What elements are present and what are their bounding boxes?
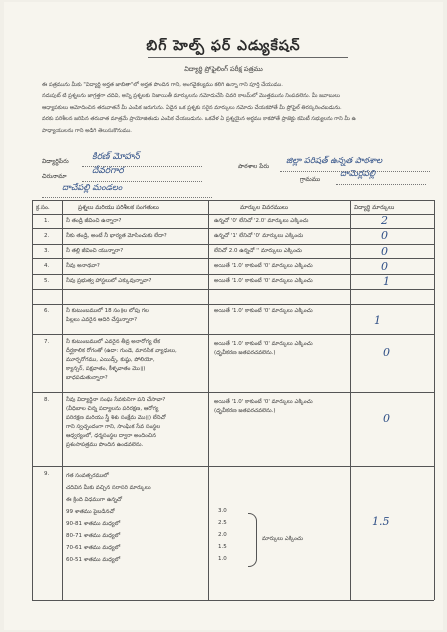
- instruction-line: ఆధ్యాపకులు ఆమోదించిన తరువాతనే మీ ఎంపిక జరుగును. ఏదైన ఒక ప్రశ్నకు సరైన మార్కులు నమోదు చేయకపోతే మీ ప్రోఫైల్ తిరస్కరించబడును.: [42, 104, 342, 111]
- row-question: నీవు అనాథవా?: [66, 263, 100, 269]
- row-criteria: మార్కులు ఎక్కించు: [262, 536, 303, 542]
- row-question: గత సంవత్సరములో చదివిన మీకు వచ్చిన సరాసరి మార్కులు ఈ క్రింది విధముగా ఉన్నచో 99 శాతము పైబడినచో 90-81 శాతము మధ్యలో 80-71 శాతము మధ్యలో 70-61 శాతము మధ్యలో 60-51 శాతము మధ్యలో: [66, 473, 151, 563]
- row-question: నీ కుటుంబములో 18 సం॥ల లోపు గల పిల్లలు ఎవరైన ఆదిరి చేస్తున్నారా?: [66, 308, 149, 323]
- school-name-label: పాఠశాల పేరు: [238, 163, 270, 170]
- row-score: 0: [383, 412, 390, 425]
- row-score: 1: [374, 314, 381, 327]
- row-score: 1: [383, 275, 390, 288]
- row-score: 0: [381, 245, 388, 258]
- row-question: నీ తండ్రి జీవించి ఉన్నారా?: [66, 218, 122, 224]
- instruction-line: నదుపుట్ టి ప్రశ్నలను జాగ్రత్తగా చదివి, అన్ని ప్రశ్నలకు నిజాయితీ మార్కులను నమోదుచేసి చివరి కాలమ్‌లో మొత్తమును నింపవలెను. మీ జవాబులు: [42, 93, 340, 100]
- row-number: 5.: [44, 278, 50, 284]
- title-underline: [148, 57, 348, 58]
- instruction-line: ఈ పత్రమును మీకు "విద్యార్థి అర్హత జాబితా"లో అర్హత పొందిన గాని, అంగవైకల్యము కలిగి ఉన్నా గాని పూర్తి చేయుము.: [42, 82, 283, 88]
- row-score: 2: [381, 214, 388, 227]
- student-name-value: కిరణ్ మోహన్: [92, 152, 140, 162]
- village-label: గ్రామము: [300, 176, 321, 183]
- address-line: [82, 181, 202, 182]
- row-criteria: ఉన్నచో '1' లేనిచో '0' మార్కులు ఎక్కించు: [214, 233, 304, 239]
- row-criteria: లేనిచో 2.0 ఉన్నచో '' మార్కులు ఎక్కించు: [214, 248, 302, 254]
- village-value: దామెర్లపల్లి: [340, 169, 376, 179]
- row-question: నీవు విద్యార్థినా సంఘ సేవకునిగా పని చేసావా? (వీధిబాల చిన్న పద్యాలను పరిరక్షణ, ఆరోగ్య పరిరక్షణ మరియు స్త్రీ శిశు సంక్షేమ మొ॥) లేనిచో గాని స్వచ్ఛందంగా గాని, సాంఘిక సేవ సంస్థల ఆధ్వర్యంలో, ధర్మసంస్థల ద్వారా అందించిన ప్రశంసాపత్రము పొందిన ఉండవలెను.: [66, 397, 166, 448]
- village-line: [336, 184, 426, 185]
- row-score: 0: [381, 229, 388, 242]
- page-title: బిగ్ హెల్ప్ ఫర్ ఎడ్యుకేషన్: [146, 38, 301, 54]
- row-criteria: అయితే '1.0' కాకుంటే '0' మార్కులు ఎక్కించు (ధృవీకరణ జతపరచవలెను.): [214, 399, 313, 414]
- header-marks: విద్యార్థి మార్కులు: [354, 205, 395, 211]
- row-criteria: అయితే '1.0' కాకుంటే '0' మార్కులు ఎక్కించు: [214, 263, 313, 269]
- row-question: నీ తల్లి జీవించి యున్నారా?: [66, 248, 124, 254]
- row-criteria: అయితే '1.0' కాకుంటే '0' మార్కులు ఎక్కించు: [214, 278, 313, 284]
- instructions-paragraph: [42, 80, 434, 137]
- row-criteria: అయితే '1.0' కాకుంటే '0' మార్కులు ఎక్కించు (ధృవీకరణ జతపరచవలెను.): [214, 341, 313, 356]
- mandal-line: [42, 197, 212, 198]
- row-score: 0: [383, 346, 390, 359]
- header-criteria: మార్కుల వివరములు: [240, 205, 288, 211]
- header-question: ప్రశ్నలు మరియు పరిశీలక సంగతులు: [78, 205, 159, 211]
- address-label: చిరునామా: [42, 173, 67, 180]
- instruction-line: పాధ్యాయులను గాని అడిగి తెలుసుకొనుము.: [42, 127, 132, 134]
- row-question: నీవు ప్రభుత్వ హాస్టలులో ఎక్కువున్నావా?: [66, 278, 152, 284]
- row-number: 8.: [44, 397, 50, 403]
- row-question: నీ కుటుంబములో ఎవరైన తీవ్ర అనారోగ్య లేక దీర్ఘకాలిక రోగంతో (ఉదా: గుండె, మానసిక వ్యాధులు, మూర్ఛరోగము, ఎయిడ్స్, కుష్ఠు, పోలియో, క్యాన్సర్, పక్షవాతం, కీళ్ళవాతం మొ॥) బాధపడుతున్నారా?: [66, 339, 177, 381]
- address-value: దేవరగార: [92, 166, 124, 176]
- row-criteria: అయితే '1.0' కాకుంటే '0' మార్కులు ఎక్కించు: [214, 308, 313, 314]
- row-number: 4.: [44, 263, 50, 269]
- scale-brace: [248, 513, 257, 567]
- row-score: 1.5: [372, 515, 390, 528]
- student-name-label: విద్యార్థిపేరు: [42, 158, 69, 165]
- row-number: 7.: [44, 339, 50, 345]
- mandal-value: దాచేపల్లి మండలం: [62, 183, 123, 193]
- row-score: 0: [381, 260, 388, 273]
- instruction-line: వరకు పరిశీలన జరిపిన తరువాత మాత్రమే ప్రాయోజితుడు ఎంపిక చేయబడును. ఒకవేళ ఏ ప్రశ్నయైన అర్థము కాకపోతే ప్రాజెక్టు కమిటీ సభ్యులను గాని మీ ఉ: [42, 116, 356, 123]
- row-criteria: ఉన్నచో '0' లేనిచో '2.0' మార్కులు ఎక్కించు: [214, 218, 309, 224]
- row-number: 3.: [44, 248, 50, 254]
- school-name-value: జిల్లా పరిషత్ ఉన్నత పాఠశాల: [286, 156, 383, 166]
- row-number: 1.: [44, 218, 50, 224]
- row-number: 2.: [44, 233, 50, 239]
- row-question: నీకు తండ్రి, అంటే నీ భార్యత మోసించుకు లేదా?: [66, 233, 167, 239]
- marks-scale: 3.0 2.5 2.0 1.5 1.0: [218, 508, 227, 562]
- page-subtitle: విద్యార్థి ప్రోఫైలింగ్ పరీక్ష పత్రము: [184, 65, 263, 73]
- header-sno: క్ర.సం.: [36, 205, 50, 211]
- row-number: 9.: [44, 471, 50, 477]
- row-number: 6.: [44, 308, 50, 314]
